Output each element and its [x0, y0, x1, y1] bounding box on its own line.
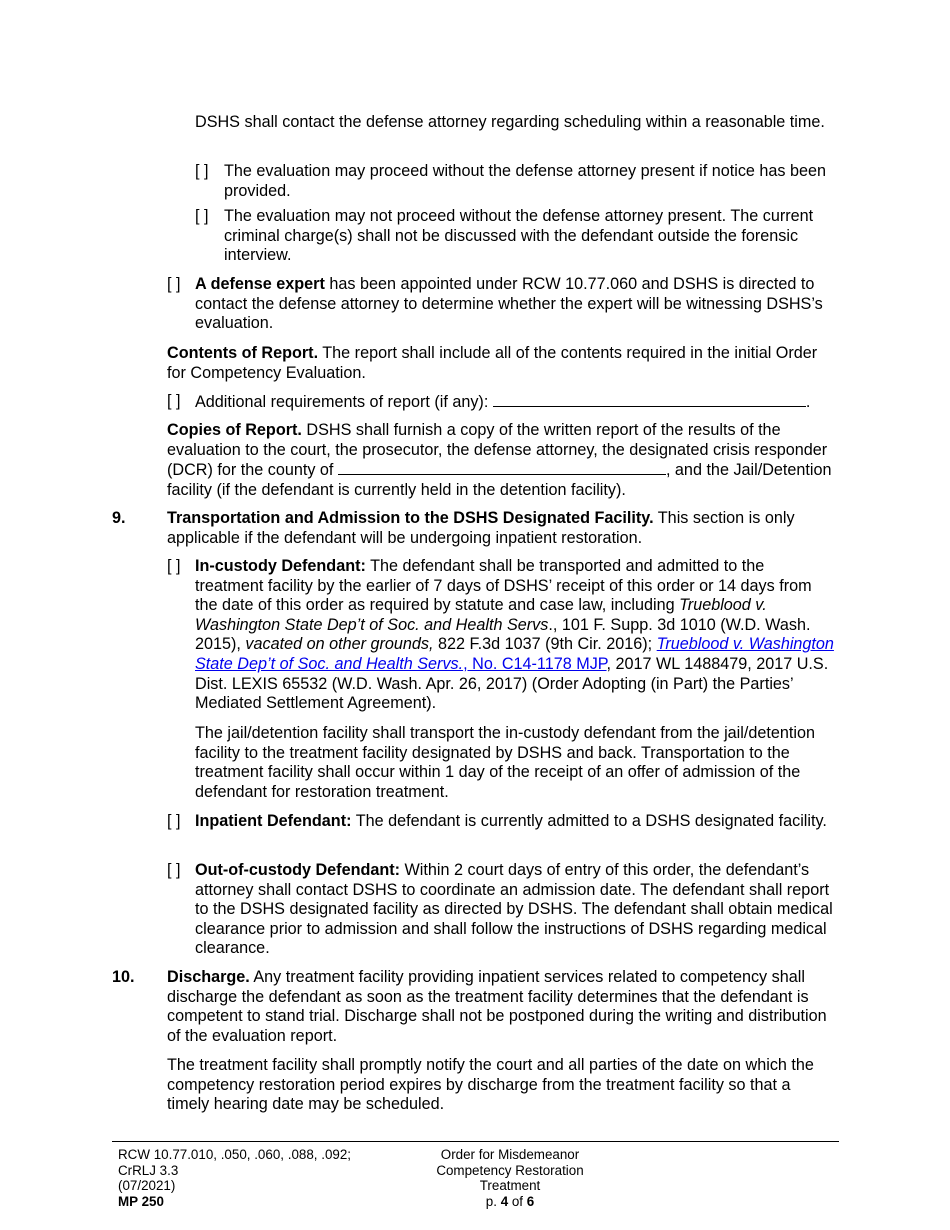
checkbox-additional-requirements[interactable]: [ ]: [167, 392, 181, 410]
not-proceed-option-text: The evaluation may not proceed without the defense attorney present. The current criminal charge(s) shall not be discussed with the defendant outside the forensic interview.: [224, 207, 814, 265]
footer-title-line-1: Order for Misdemeanor: [440, 1147, 580, 1162]
checkbox-in-custody[interactable]: [ ]: [167, 557, 181, 575]
footer-statute: RCW 10.77.010, .050, .060, .088, .092;: [118, 1147, 352, 1162]
inpatient-paragraph: Inpatient Defendant: The defendant is currently admitted to a DSHS designated facility.: [195, 812, 827, 830]
footer-center: [410, 1147, 610, 1209]
footer-revision-date: (07/2021): [118, 1178, 176, 1194]
checkbox-defense-expert[interactable]: [ ]: [167, 275, 181, 293]
footer-page-number: p. 4 of 6: [485, 1193, 535, 1209]
in-custody-paragraph: In-custody Defendant: The defendant shall be transported and admitted to the treatment facility by the earlier of 7 days of DSHS’ receipt of this order or 14 days from the date of this order as required by statute and case law, including Trueblood v. Washington State Dep’t of Soc. and Health Servs., 101 F. Supp. 3d 1010 (W.D. Wash. 2015), vacated on other grounds, 822 F.3d 1037 (9th Cir. 2016); Trueblood v. Washington State Dep’t of Soc. and Health Servs., No. C14-1178 MJP, 2017 WL 1488479, 2017 U.S. Dist. LEXIS 65532 (W.D. Wash. Apr. 26, 2017) (Order Adopting (in Part) the Parties’ Mediated Settlement Agreement).: [195, 557, 834, 713]
discharge-paragraph: Discharge. Any treatment facility providing inpatient services related to competency shall discharge the defendant as soon as the treatment facility determines that the defendant is competent to stand trial. Discharge shall not be postponed during the writing and distribution of the evaluation report.: [167, 968, 827, 1045]
section-9-heading-paragraph: Transportation and Admission to the DSHS Designated Facility. This section is only applicable if the defendant will be undergoing inpatient restoration.: [167, 509, 795, 547]
footer-left: [118, 1147, 351, 1209]
additional-requirements-blank[interactable]: [493, 392, 806, 407]
proceed-option-text: The evaluation may proceed without the defense attorney present if notice has been provided.: [224, 162, 827, 200]
footer-rule-ref: CrRLJ 3.3: [118, 1162, 179, 1178]
footer-title-line-3: Treatment: [479, 1178, 541, 1194]
dshs-contact-paragraph: DSHS shall contact the defense attorney regarding scheduling within a reasonable time.: [195, 113, 825, 131]
copies-of-report-paragraph: Copies of Report. DSHS shall furnish a copy of the written report of the results of the evaluation to the court, the prosecutor, the defense attorney, the designated crisis responder (DCR) for the county of , and the Jail/Detention facility (if the defendant is currently held in the detention facility).: [167, 421, 832, 499]
contents-of-report-paragraph: Contents of Report. The report shall include all of the contents required in the initial Order for Competency Evaluation.: [167, 344, 818, 382]
section-10-number: 10.: [112, 968, 135, 986]
footer-divider: [112, 1141, 839, 1142]
checkbox-out-of-custody[interactable]: [ ]: [167, 861, 181, 879]
defense-expert-paragraph: A defense expert has been appointed under RCW 10.77.060 and DSHS is directed to contact the defense attorney to determine whether the expert will be witnessing DSHS’s evaluation.: [195, 275, 823, 333]
checkbox-not-proceed[interactable]: [ ]: [195, 207, 209, 225]
checkbox-proceed[interactable]: [ ]: [195, 162, 209, 180]
jail-transport-paragraph: The jail/detention facility shall transport the in-custody defendant from the jail/detention facility to the treatment facility designated by DSHS and back. Transportation to the treatment facility shall occur within 1 day of the receipt of an offer of admission of the defendant for restoration treatment.: [195, 724, 815, 801]
out-of-custody-paragraph: Out-of-custody Defendant: Within 2 court days of entry of this order, the defendant’s attorney shall contact DSHS to coordinate an admission date. The defendant shall report to the DSHS designated facility as directed by DSHS. The defendant shall obtain medical clearance prior to admission and shall follow the instructions of DSHS regarding medical clearance.: [195, 861, 833, 958]
notify-paragraph: The treatment facility shall promptly notify the court and all parties of the date on which the competency restoration period expires by discharge from the treatment facility so that a timely hearing date may be scheduled.: [167, 1056, 814, 1114]
section-9-number: 9.: [112, 509, 126, 527]
county-blank[interactable]: [338, 460, 666, 475]
footer-form-number: MP 250: [118, 1193, 164, 1209]
trueblood-citation-link[interactable]: Trueblood v. Washington State Dep’t of Soc. and Health Servs., No. C14-1178 MJP: [195, 635, 834, 673]
checkbox-inpatient[interactable]: [ ]: [167, 812, 181, 830]
additional-requirements-line: Additional requirements of report (if any): .: [195, 393, 811, 411]
footer-title-line-2: Competency Restoration: [436, 1162, 584, 1178]
